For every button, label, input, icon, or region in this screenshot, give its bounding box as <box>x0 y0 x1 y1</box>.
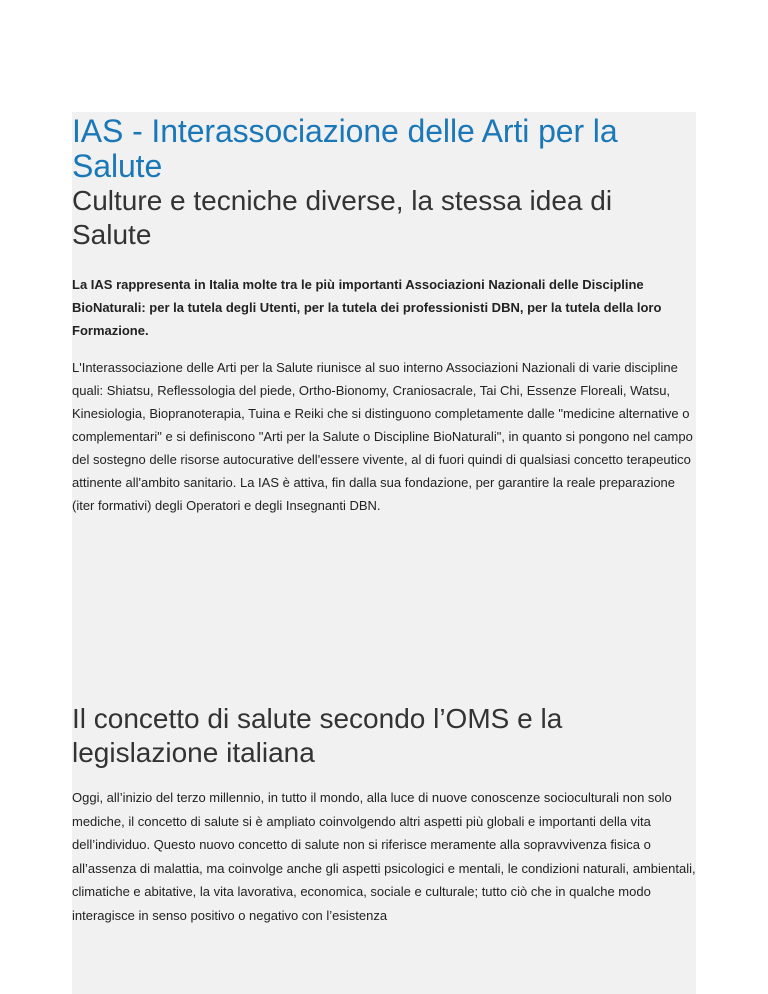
page-subtitle: Culture e tecniche diverse, la stessa idea di Salute <box>72 185 613 250</box>
content-spacer <box>72 574 696 694</box>
article-header-section <box>72 112 696 574</box>
section-heading: Il concetto di salute secondo l’OMS e la legislazione italiana <box>72 703 563 768</box>
intro-paragraph: La IAS rappresenta in Italia molte tra le più importanti Associazioni Nazionali delle Discipline BioNaturali: per la tutela degli Utenti, per la tutela dei professionisti DBN, per la tutela della loro Formazione. <box>72 277 662 338</box>
oms-section <box>72 694 696 994</box>
body-paragraph-1: L'Interassociazione delle Arti per la Salute riunisce al suo interno Associazioni Nazionali di varie discipline quali: Shiatsu, Reflessologia del piede, Ortho-Bionomy, Craniosacrale, Tai Chi, Essenze Floreali, Watsu, Kinesiologia, Biopranoterapia, Tuina e Reiki che si distinguono completamente dalle "medicine alternative o complementari" e si definiscono "Arti per la Salute o Discipline BioNaturali", in quanto si pongono nel campo del sostegno delle risorse autocurative dell'essere vivente, al di fuori quindi di qualsiasi concetto terapeutico attinente all'ambito sanitario. La IAS è attiva, fin dalla sua fondazione, per garantire la reale preparazione (iter formativi) degli Operatori e degli Insegnanti DBN. <box>72 360 693 513</box>
body-paragraph-2: Oggi, all’inizio del terzo millennio, in tutto il mondo, alla luce di nuove conoscenze socioculturali non solo mediche, il concetto di salute si è ampliato coinvolgendo altri aspetti più globali e importanti della vita dell’individuo. Questo nuovo concetto di salute non si riferisce meramente alla sopravvivenza fisica o all’assenza di malattia, ma coinvolge anche gli aspetti psicologici e mentali, le condizioni naturali, ambientali, climatiche e abitative, la vita lavorativa, economica, sociale e culturale; tutto ciò che in qualche modo interagisce in senso positivo o negativo con l’esistenza <box>72 790 696 923</box>
page-title: IAS - Interassociazione delle Arti per la Salute <box>72 113 618 184</box>
